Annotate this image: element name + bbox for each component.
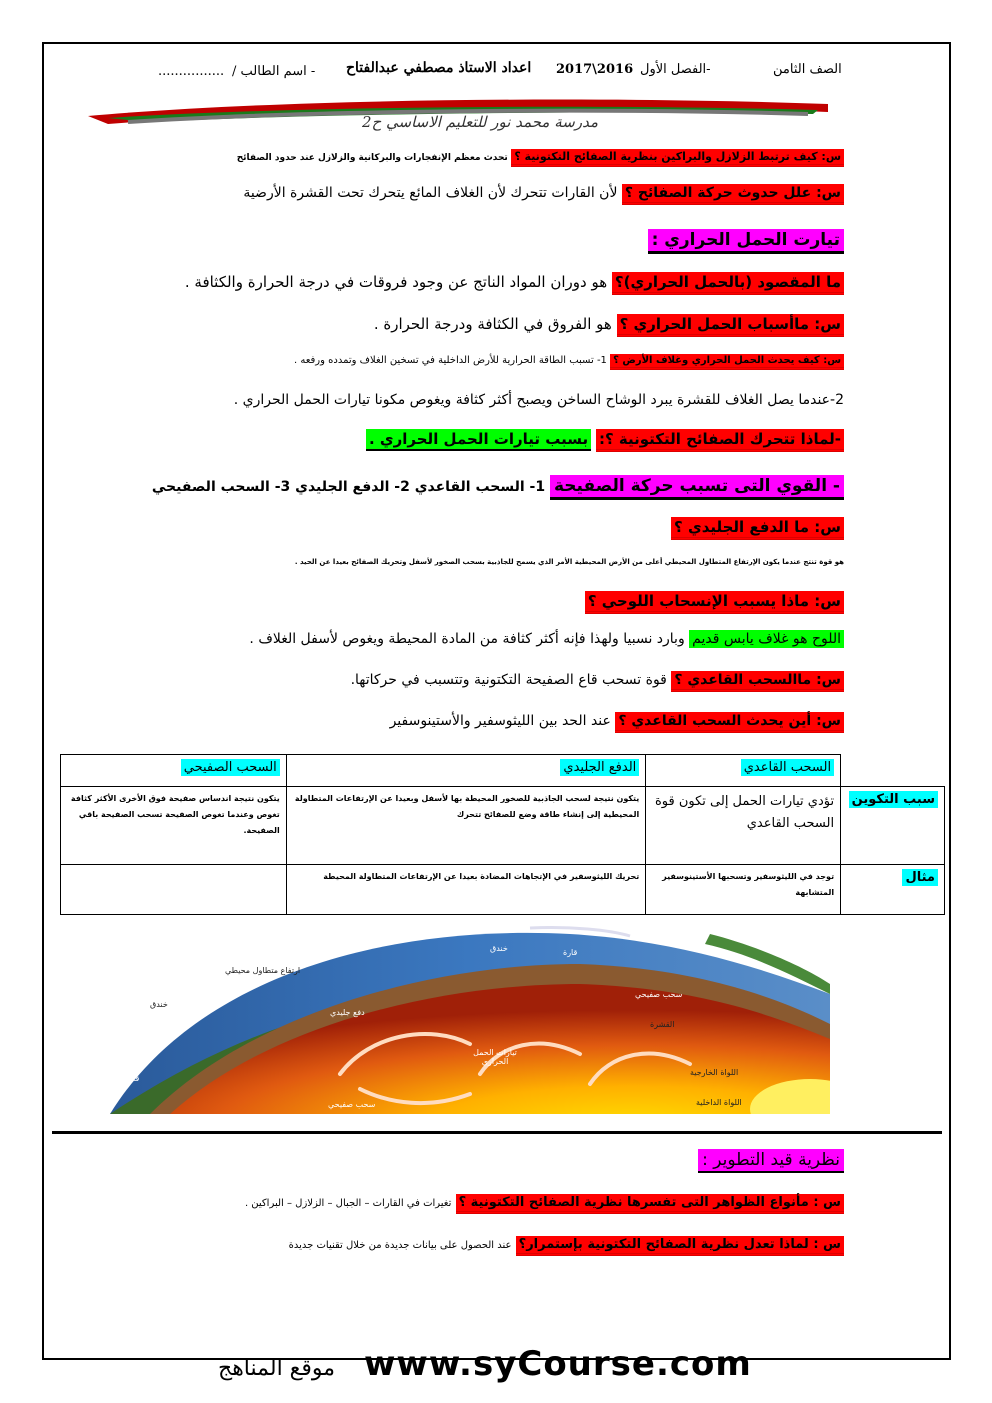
table-cell: تحريك الليثوسفير في الإتجاهات المضادة بعيدا عن الإرتفاعات المتطاولة المحيطة bbox=[286, 865, 646, 915]
q-earthquakes-volcanoes bbox=[237, 150, 844, 163]
question-label: س: ما الدفع الجليدي ؟ bbox=[671, 517, 844, 540]
question-label: -لماذا تتحرك الصفائح التكتونية ؟: bbox=[596, 429, 844, 452]
answer-ridge-push bbox=[295, 558, 844, 566]
table-header-cell: الدفع الجليدي bbox=[286, 755, 646, 787]
question-label: س: علل حدوث حركة الصفائح ؟ bbox=[622, 184, 844, 205]
school-name: مدرسة محمد نور للتعليم الاساسي ح2 bbox=[362, 113, 598, 131]
question-label: س: أين يحدث السحب القاعدي ؟ bbox=[615, 712, 844, 733]
convection-title bbox=[648, 230, 844, 250]
theory-title bbox=[698, 1150, 844, 1170]
figure-label: ارتفاع متطاول محيطي bbox=[225, 966, 301, 975]
student-name-dots: ................ bbox=[158, 64, 225, 79]
answer-slab-pull bbox=[249, 631, 844, 647]
answer-convection-step2 bbox=[234, 392, 844, 408]
answer-text: تحدث معظم الإنفجارات والبركانية والزلازل عند حدود الصفائح bbox=[236, 153, 508, 163]
earth-cross-section-figure bbox=[110, 924, 830, 1114]
answer-text: قوة تسحب قاع الصفيحة التكتونية وتتسبب في حركاتها. bbox=[350, 672, 667, 688]
table-header-row bbox=[61, 755, 945, 787]
figure-label: دفع جليدي bbox=[330, 1008, 365, 1017]
answer-text: تغيرات في القارات – الجبال – الزلازل – البراكين . bbox=[244, 1198, 452, 1209]
figure-label: القشرة bbox=[650, 1020, 675, 1029]
answer-text: 2-عندما يصل الغلاف للقشرة يبرد الوشاح الساخن ويصبح أكثر كثافة ويغوص مكونا تيارات الحمل الحراري . bbox=[233, 392, 844, 408]
figure-label: خندق bbox=[150, 1000, 168, 1009]
figure-label: اللواة الداخلية bbox=[696, 1098, 742, 1107]
q-theory-modified bbox=[289, 1237, 844, 1252]
q-convection-causes bbox=[374, 315, 844, 333]
term-label: الفصل الأول- bbox=[640, 62, 711, 77]
q-plate-movement bbox=[243, 185, 844, 201]
student-name-label: - اسم الطالب / bbox=[232, 64, 316, 79]
section-title: تيارت الحمل الحراري : bbox=[648, 229, 844, 254]
q-basal-drag-location bbox=[390, 713, 844, 729]
table-cell: يتكون نتيجة اندساس صفيحة فوق الأخرى الأكثر كثافة تغوص وعندما تغوص الصفيحة تسحب الصفيحة باقي الصفيحة. bbox=[61, 787, 287, 865]
table-cell: توجد في الليثوسفير وتسحبها الأستينوسفير المتشابهة bbox=[646, 865, 841, 915]
figure-label: اللواة الخارجية bbox=[690, 1068, 739, 1077]
footer-site[interactable]: www.syCourse.com bbox=[364, 1344, 752, 1384]
answer-text: عند الحصول على بيانات جديدة من خلال تقنيات جديدة bbox=[288, 1240, 512, 1251]
footer-label: موقع المناهج bbox=[218, 1356, 336, 1381]
figure-label: قارة bbox=[125, 1074, 140, 1083]
answer-highlight: بسبب تيارات الحمل الحراري . bbox=[366, 429, 591, 451]
q-how-convection bbox=[294, 355, 844, 366]
forces-heading: - القوي التى تسبب حركة الصفيحة bbox=[550, 475, 844, 500]
question-label: س: كيف يحدث الحمل الحراري وغلاف الأرض ؟ bbox=[610, 354, 844, 370]
answer-text: هو الفروق في الكثافة ودرجة الحرارة . bbox=[373, 315, 612, 333]
table-cell: يتكون نتيجة لسحب الجاذبية للصخور المحيطة بها لأسفل وبعيدا عن الإرتفاعات المتطاولة المحيطية إلى إنشاء طاقة وضع للصفائح تتحرك bbox=[286, 787, 646, 865]
q-why-plates-move bbox=[366, 430, 844, 448]
year-label: 2017\2016 bbox=[556, 62, 634, 77]
question-label: س : مأنواع الظواهر التى تفسرها نظرية الصفائح التكتونية ؟ bbox=[456, 1194, 844, 1214]
question-label: س: كيف ترتبط الزلازل والبراكين بنظرية الصفائح التكتونية ؟ bbox=[511, 149, 844, 167]
answer-text: عند الحد بين الليثوسفير والأستينوسفير bbox=[389, 713, 611, 729]
plate-forces bbox=[152, 476, 844, 496]
table-cell bbox=[61, 865, 287, 915]
question-label: س : لماذا تعدل نظرية الصفائح التكتونية بإستمرار؟ bbox=[516, 1236, 844, 1256]
answer-text: وبارد نسبيا ولهذا فإنه أكثر كثافة من المادة المحيطة ويغوص لأسفل الغلاف . bbox=[249, 631, 685, 647]
q-phenomena bbox=[245, 1195, 844, 1210]
forces-table bbox=[60, 754, 945, 915]
question-label: س: ماالسحب القاعدي ؟ bbox=[671, 671, 844, 692]
q-basal-drag bbox=[351, 672, 844, 688]
table-row-label: سبب التكوين bbox=[841, 787, 945, 865]
question-label: س: ماذا يسبب الإنسحاب اللوحي ؟ bbox=[585, 591, 844, 614]
question-label: ما المقصود (بالحمل الحراري)؟ bbox=[612, 272, 844, 295]
figure-label: سحب صفيحي bbox=[328, 1100, 376, 1109]
table-row bbox=[61, 865, 945, 915]
table-header-cell: السحب الصفيحي bbox=[61, 755, 287, 787]
figure-label: خندق bbox=[490, 944, 508, 953]
table-cell: تؤدي تيارات الحمل إلى تكون قوة السحب القاعدي bbox=[646, 787, 841, 865]
answer-text: هو قوة تنتج عندما يكون الإرتفاع المتطاول المحيطي أعلى من الأرض المحيطية الأمر الذي يسمح للجاذبية بسحب الصخور لأسفل وتحريك الصفائح بعيدا عن الحيد . bbox=[294, 558, 844, 566]
answer-highlight: اللوح هو غلاف يابس قديم bbox=[689, 630, 844, 648]
figure-label: تيارات الحمل الحراري bbox=[473, 1048, 517, 1066]
figure-label: قارة bbox=[563, 948, 578, 957]
forces-list: 1- السحب القاعدي 2- الدفع الجليدي 3- السحب الصفيحي bbox=[151, 479, 546, 495]
author-label: اعداد الاستاذ مصطفي عبدالفتاح bbox=[346, 60, 532, 76]
question-label: س: ماأسباب الحمل الحراري ؟ bbox=[617, 314, 844, 337]
section-divider bbox=[52, 1131, 942, 1134]
section-title: نظرية قيد التطوير : bbox=[698, 1149, 844, 1173]
table-header-cell: السحب القاعدي bbox=[646, 755, 841, 787]
answer-text: لأن القارات تتحرك لأن الغلاف المائع يتحرك تحت القشرة الأرضية bbox=[243, 185, 618, 201]
grade-label: الصف الثامن bbox=[773, 62, 842, 77]
table-corner bbox=[841, 755, 945, 787]
q-convection-meaning bbox=[185, 273, 844, 291]
q-ridge-push bbox=[671, 518, 844, 536]
answer-text: 1- تسبب الطاقة الحرارية للأرض الداخلية في تسخين الغلاف وتمدده ورفعه . bbox=[293, 355, 607, 366]
q-slab-pull bbox=[585, 592, 844, 610]
table-row-label: مثال bbox=[841, 865, 945, 915]
answer-text: هو دوران المواد الناتج عن وجود فروقات في درجة الحرارة والكثافة . bbox=[184, 273, 608, 291]
table-row bbox=[61, 787, 945, 865]
figure-label: سحب صفيحي bbox=[635, 990, 683, 999]
